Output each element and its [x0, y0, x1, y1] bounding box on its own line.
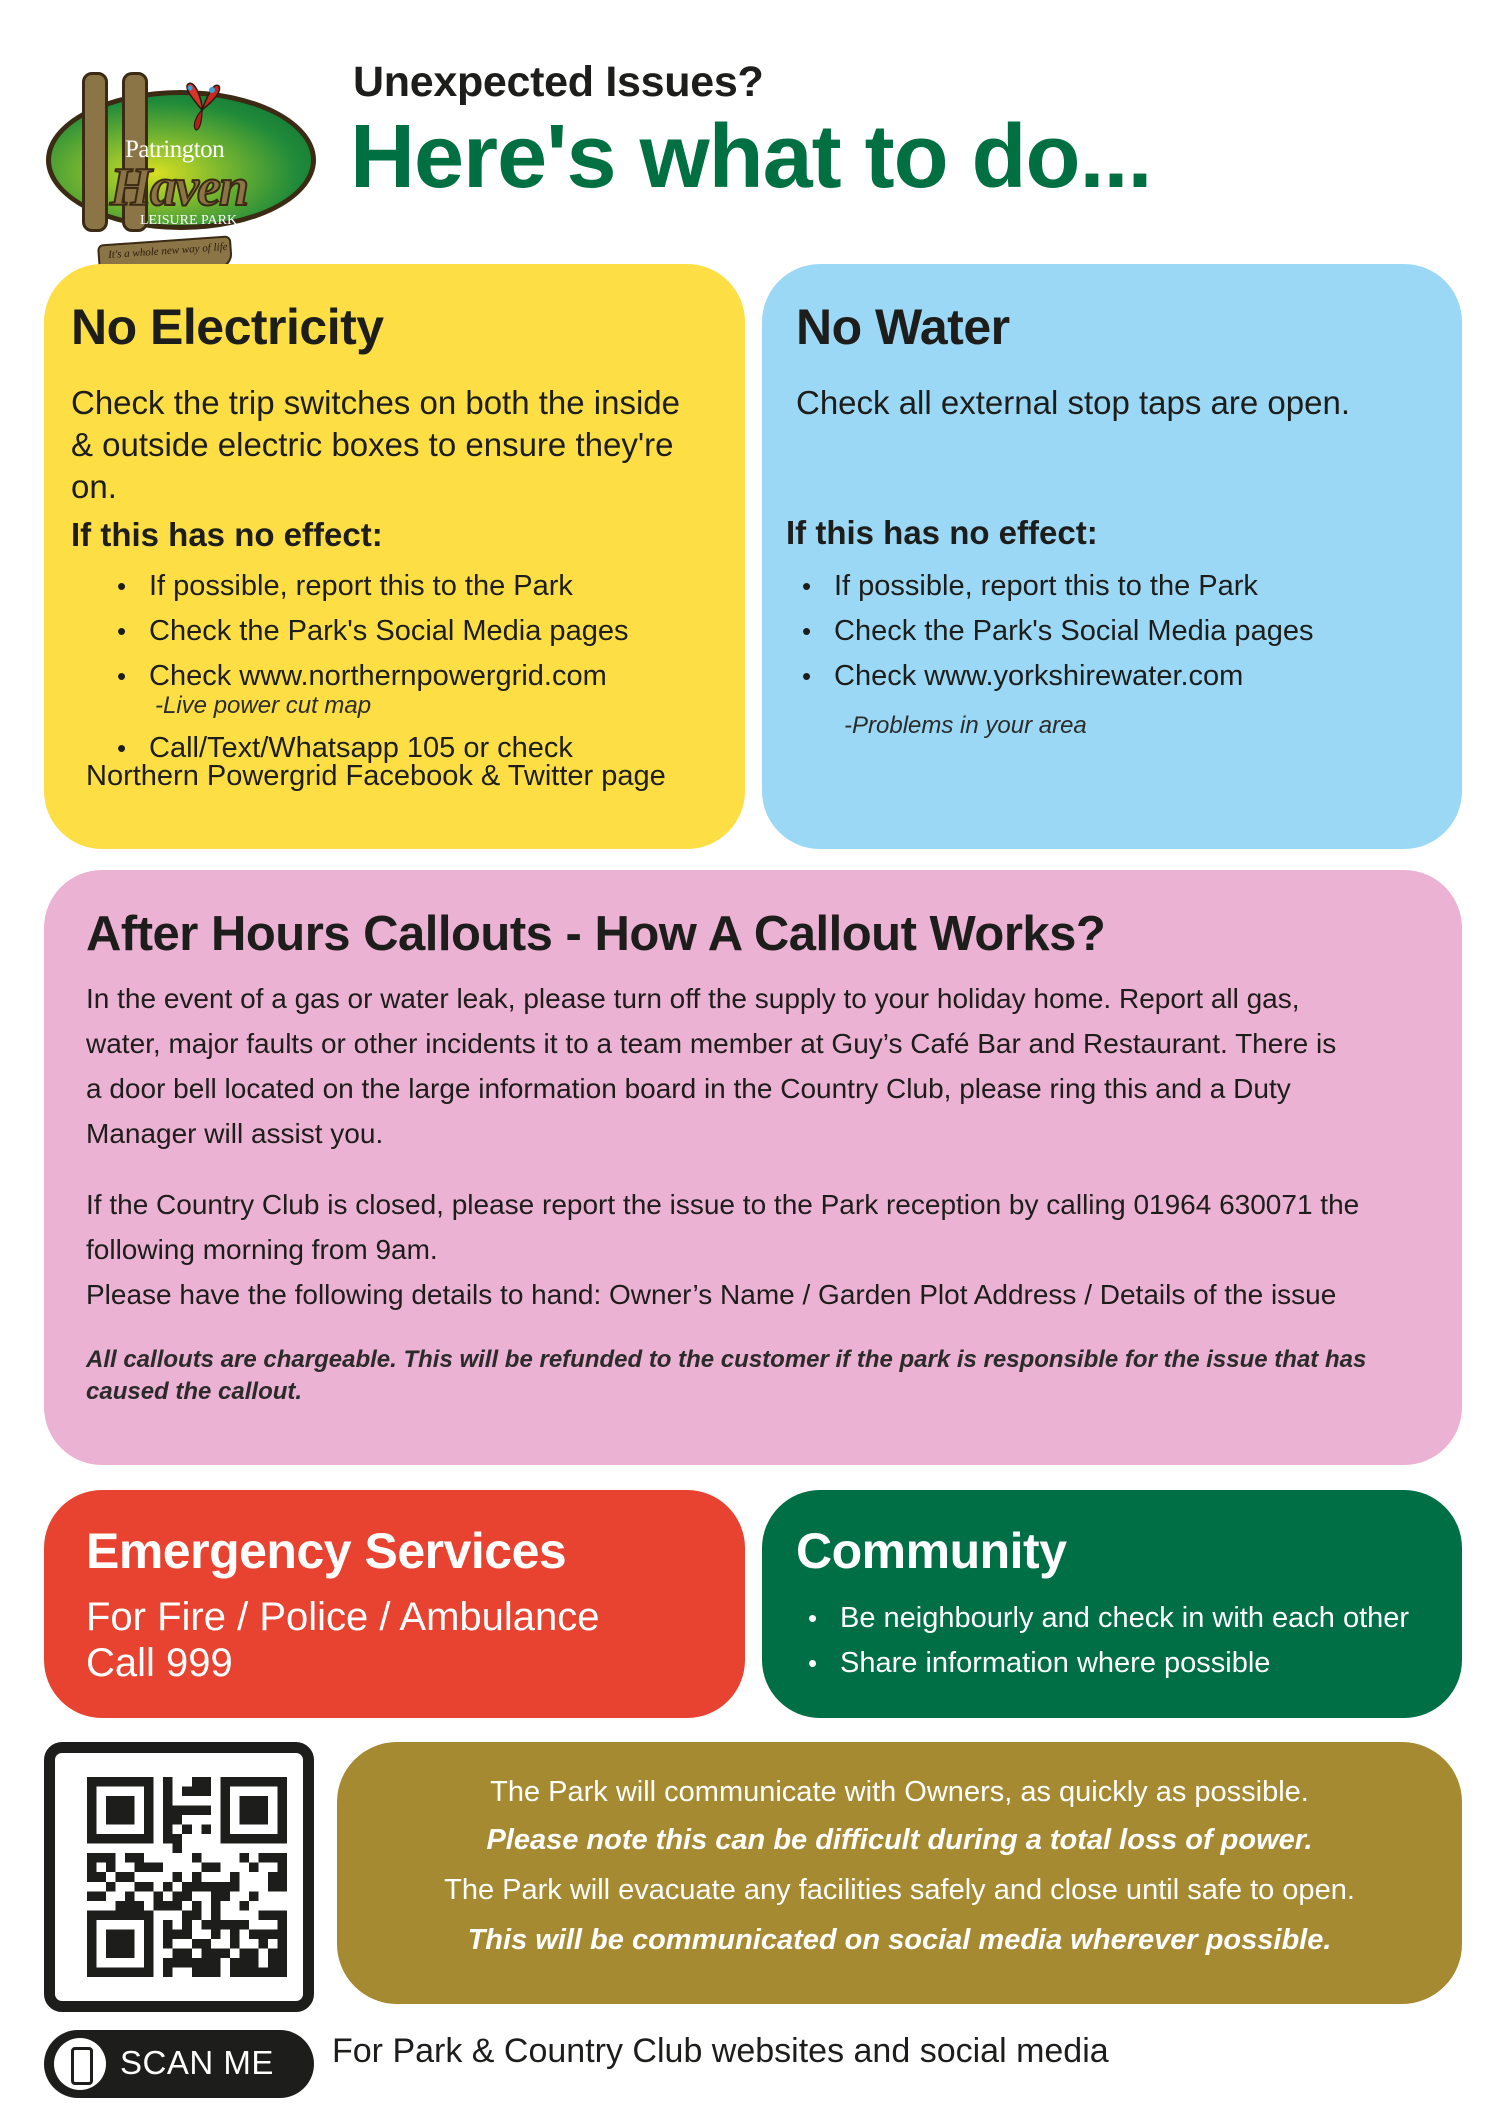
- community-tips: [802, 1596, 1409, 1686]
- list-item: • Share information where possible: [802, 1641, 1409, 1686]
- callout-heading: After Hours Callouts - How A Callout Works?: [86, 907, 1106, 961]
- no-electricity-instructions: Check the trip switches on both the inside & outside electric boxes to ensure they're on.: [71, 384, 681, 505]
- logo-tagline: It's a whole new way of life: [107, 240, 228, 262]
- list-item[interactable]: • Check www.northernpowergrid.com: [111, 654, 628, 699]
- no-electricity-last-step-cont: Northern Powergrid Facebook & Twitter page: [86, 760, 666, 792]
- water-problems-note: -Problems in your area: [844, 712, 1087, 739]
- list-item: • Check the Park's Social Media pages: [796, 609, 1313, 654]
- notice-line: The Park will communicate with Owners, as quickly as possible.: [490, 1776, 1309, 1808]
- logo-leisure-park-text: LEISURE PARK: [140, 213, 238, 228]
- text-line: In the event of a gas or water leak, please turn off the supply to your holiday home. Report all gas,: [86, 983, 1300, 1014]
- text-line: following morning from 9am.: [86, 1234, 438, 1265]
- text-line: If the Country Club is closed, please report the issue to the Park reception by calling 01964 630071 the: [86, 1189, 1360, 1220]
- list-item: • Be neighbourly and check in with each other: [802, 1596, 1409, 1641]
- qr-code-frame[interactable]: [44, 1742, 314, 2012]
- callout-paragraph-2: [86, 1182, 1359, 1317]
- callout-paragraph-1: [86, 976, 1336, 1156]
- scan-me-label: SCAN ME: [120, 2044, 274, 2081]
- page-title: Here's what to do...: [350, 107, 1152, 207]
- logo-patrington-text: Patrington: [125, 136, 225, 163]
- text-line: Please have the following details to hand: Owner’s Name / Garden Plot Address / Details of the issue: [86, 1279, 1337, 1310]
- callout-disclaimer: [86, 1344, 1366, 1408]
- butterfly-icon: [182, 80, 222, 136]
- after-hours-callout-card: [44, 870, 1462, 1465]
- page-subtitle: Unexpected Issues?: [353, 58, 764, 106]
- emergency-phone[interactable]: Call 999: [86, 1641, 233, 1685]
- notice-line-emphasis: Please note this can be difficult during a total loss of power.: [486, 1824, 1313, 1856]
- list-item: • Check the Park's Social Media pages: [111, 609, 628, 654]
- logo-haven-text: Haven: [110, 157, 247, 217]
- text-line: a door bell located on the large information board in the Country Club, please ring this and a Duty: [86, 1073, 1291, 1104]
- text-line: Manager will assist you.: [86, 1118, 384, 1149]
- list-item: • If possible, report this to the Park: [796, 564, 1313, 609]
- no-water-instructions: Check all external stop taps are open.: [796, 384, 1350, 421]
- mobile-phone-icon: [54, 2038, 106, 2090]
- qr-code-icon[interactable]: [87, 1777, 287, 1977]
- list-item: • If possible, report this to the Park: [111, 564, 628, 609]
- emergency-services-list: For Fire / Police / Ambulance: [86, 1595, 600, 1639]
- no-water-heading: No Water: [796, 299, 1010, 355]
- no-electricity-heading: No Electricity: [71, 299, 384, 355]
- community-card: [762, 1490, 1462, 1718]
- text-line: caused the callout.: [86, 1378, 303, 1405]
- notice-line-emphasis: This will be communicated on social media wherever possible.: [467, 1924, 1332, 1956]
- emergency-heading: Emergency Services: [86, 1523, 567, 1579]
- no-water-card: [762, 264, 1462, 849]
- text-line: All callouts are chargeable. This will be refunded to the customer if the park is responsible for the issue that has: [86, 1346, 1367, 1373]
- scan-me-button[interactable]: [44, 2030, 314, 2098]
- no-electricity-steps: [111, 564, 628, 699]
- qr-caption: For Park & Country Club websites and social media: [332, 2032, 1109, 2070]
- text-line: water, major faults or other incidents it to a team member at Guy’s Café Bar and Restaurant. There is: [86, 1028, 1337, 1059]
- notice-line: The Park will evacuate any facilities safely and close until safe to open.: [444, 1874, 1355, 1906]
- list-item: • Call/Text/Whatsapp 105 or check: [111, 726, 573, 771]
- park-communication-notice: [337, 1742, 1462, 2004]
- no-water-subhead: If this has no effect:: [786, 514, 1098, 551]
- emergency-services-card: [44, 1490, 745, 1718]
- park-logo: [40, 50, 325, 262]
- community-heading: Community: [796, 1523, 1067, 1579]
- no-electricity-card: [44, 264, 745, 849]
- no-electricity-subhead: If this has no effect:: [71, 516, 383, 553]
- list-item[interactable]: • Check www.yorkshirewater.com: [796, 654, 1313, 699]
- no-water-steps: [796, 564, 1313, 699]
- power-cut-map-note: -Live power cut map: [155, 692, 372, 719]
